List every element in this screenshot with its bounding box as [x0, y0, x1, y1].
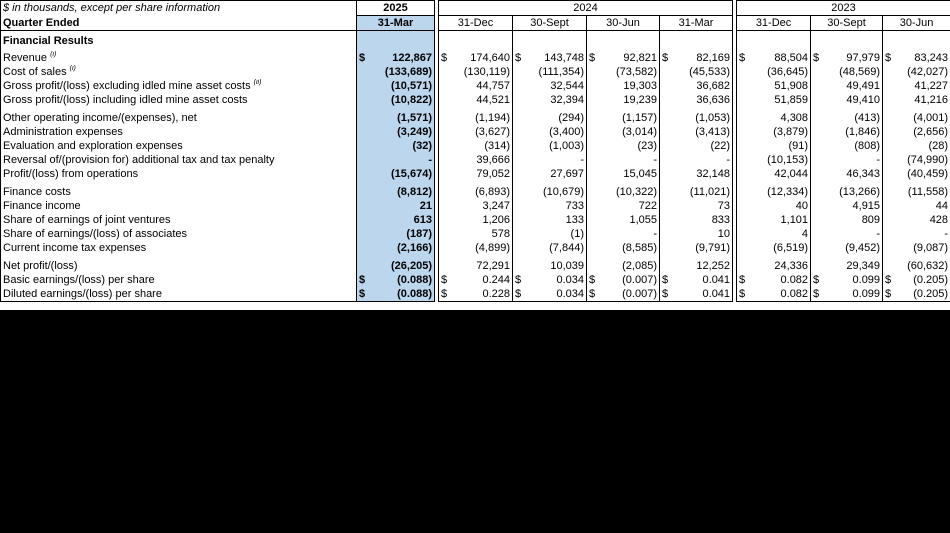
- cell-value: 0.034: [556, 288, 584, 300]
- table-cell: [811, 51, 883, 65]
- table-cell: (1,846): [811, 125, 883, 139]
- table-cell: (26,205): [357, 259, 435, 273]
- table-cell: -: [811, 227, 883, 241]
- table-cell: (3,413): [660, 125, 733, 139]
- table-cell: -: [587, 153, 660, 167]
- table-cell: 44,757: [439, 79, 513, 93]
- row-label: [1, 93, 357, 107]
- table-cell: (133,689): [357, 65, 435, 79]
- table-row: [1, 93, 950, 107]
- row-label-text: Evaluation and exploration expenses: [3, 140, 183, 152]
- table-cell: (1): [513, 227, 587, 241]
- row-label: [1, 273, 357, 287]
- dollar-sign: $: [885, 274, 892, 286]
- cell-value: (0.088): [397, 274, 432, 286]
- table-cell: (23): [587, 139, 660, 153]
- row-label-text: Revenue: [3, 52, 48, 64]
- row-label: [1, 199, 357, 213]
- dollar-sign: $: [515, 274, 522, 286]
- table-row: [1, 241, 950, 255]
- cell-value: 0.041: [702, 274, 731, 286]
- table-cell: (2,085): [587, 259, 660, 273]
- table-cell: 72,291: [439, 259, 513, 273]
- dollar-sign: $: [885, 288, 892, 300]
- table-cell: -: [660, 153, 733, 167]
- table-cell: 51,908: [737, 79, 811, 93]
- dollar-sign: $: [813, 288, 820, 300]
- table-cell: 3,247: [439, 199, 513, 213]
- year-2024: 2024: [439, 1, 733, 16]
- table-cell: 39,666: [439, 153, 513, 167]
- table-cell: 49,410: [811, 93, 883, 107]
- table-cell: (413): [811, 111, 883, 125]
- table-cell: 10: [660, 227, 733, 241]
- table-row: [1, 139, 950, 153]
- cell-value: 92,821: [623, 52, 657, 64]
- row-label: [1, 259, 357, 273]
- table-cell: 12,252: [660, 259, 733, 273]
- table-cell: 29,349: [811, 259, 883, 273]
- row-label: [1, 79, 357, 93]
- table-cell: 1,055: [587, 213, 660, 227]
- row-label-text: Other operating income/(expenses), net: [3, 112, 197, 124]
- date-header: 31-Mar: [660, 16, 733, 31]
- table-cell: (9,791): [660, 241, 733, 255]
- row-label-text: Finance costs: [3, 186, 71, 198]
- table-cell: 36,682: [660, 79, 733, 93]
- table-row: [1, 79, 950, 93]
- table-cell: (91): [737, 139, 811, 153]
- row-label-text: Net profit/(loss): [3, 260, 78, 272]
- date-header: 30-Sept: [513, 16, 587, 31]
- table-cell: [513, 287, 587, 302]
- table-cell: (111,354): [513, 65, 587, 79]
- table-cell: 809: [811, 213, 883, 227]
- row-label: [1, 167, 357, 181]
- dollar-sign: $: [662, 274, 669, 286]
- table-cell: 79,052: [439, 167, 513, 181]
- footnote-marker: (ii): [253, 79, 262, 86]
- table-row: [1, 65, 950, 79]
- table-cell: 32,544: [513, 79, 587, 93]
- row-label-text: Cost of sales: [3, 66, 67, 78]
- table-cell: 46,343: [811, 167, 883, 181]
- table-row: [1, 125, 950, 139]
- table-cell: (60,632): [883, 259, 950, 273]
- table-cell: 41,227: [883, 79, 950, 93]
- row-label: [1, 111, 357, 125]
- cell-value: 83,243: [914, 52, 949, 64]
- table-cell: [737, 51, 811, 65]
- table-cell: (3,400): [513, 125, 587, 139]
- row-label: [1, 125, 357, 139]
- row-label-text: Profit/(loss) from operations: [3, 168, 139, 180]
- table-cell: (2,166): [357, 241, 435, 255]
- table-cell: [357, 51, 435, 65]
- table-cell: 32,394: [513, 93, 587, 107]
- table-cell: 733: [513, 199, 587, 213]
- row-label-text: Reversal of/(provision for) additional tax and tax penalty: [3, 154, 275, 166]
- table-cell: (40,459): [883, 167, 950, 181]
- dollar-sign: $: [739, 288, 746, 300]
- section-title: Financial Results: [1, 31, 357, 52]
- table-cell: (6,519): [737, 241, 811, 255]
- row-label: [1, 153, 357, 167]
- table-cell: -: [811, 153, 883, 167]
- table-cell: (1,157): [587, 111, 660, 125]
- table-cell: (2,656): [883, 125, 950, 139]
- table-cell: (314): [439, 139, 513, 153]
- table-row: [1, 199, 950, 213]
- row-label: [1, 287, 357, 302]
- table-cell: 613: [357, 213, 435, 227]
- row-label-text: Gross profit/(loss) including idled mine asset costs: [3, 94, 248, 106]
- table-row: [1, 273, 950, 287]
- dollar-sign: $: [662, 288, 669, 300]
- table-cell: [587, 287, 660, 302]
- table-cell: (4,001): [883, 111, 950, 125]
- table-cell: (9,087): [883, 241, 950, 255]
- row-label-text: Current income tax expenses: [3, 242, 147, 254]
- row-label-text: Finance income: [3, 200, 81, 212]
- table-cell: 133: [513, 213, 587, 227]
- table-cell: 4,915: [811, 199, 883, 213]
- table-row: [1, 185, 950, 199]
- dollar-sign: $: [589, 274, 596, 286]
- table-cell: [737, 273, 811, 287]
- dollar-sign: $: [359, 288, 366, 300]
- table-cell: (9,452): [811, 241, 883, 255]
- row-label-text: Share of earnings of joint ventures: [3, 214, 171, 226]
- table-cell: -: [513, 153, 587, 167]
- table-cell: (1,194): [439, 111, 513, 125]
- table-cell: [357, 273, 435, 287]
- row-label: [1, 185, 357, 199]
- row-label: [1, 227, 357, 241]
- table-cell: [587, 273, 660, 287]
- table-cell: (7,844): [513, 241, 587, 255]
- table-cell: [357, 287, 435, 302]
- table-cell: (10,571): [357, 79, 435, 93]
- dollar-sign: $: [739, 52, 746, 64]
- date-header: 30-Jun: [883, 16, 950, 31]
- table-cell: (74,990): [883, 153, 950, 167]
- cell-value: 0.082: [780, 288, 809, 300]
- table-cell: [883, 273, 950, 287]
- table-cell: 49,491: [811, 79, 883, 93]
- table-cell: [439, 287, 513, 302]
- dollar-sign: $: [441, 52, 448, 64]
- table-cell: (13,266): [811, 185, 883, 199]
- row-label: [1, 213, 357, 227]
- table-cell: (8,585): [587, 241, 660, 255]
- table-cell: (808): [811, 139, 883, 153]
- dollar-sign: $: [441, 288, 448, 300]
- dollar-sign: $: [515, 52, 522, 64]
- table-cell: [811, 287, 883, 302]
- cell-value: 122,867: [392, 52, 432, 64]
- footnote-marker: (i): [50, 51, 57, 58]
- table-cell: 36,636: [660, 93, 733, 107]
- row-label-text: Share of earnings/(loss) of associates: [3, 228, 188, 240]
- table-cell: 41,216: [883, 93, 950, 107]
- table-cell: 4,308: [737, 111, 811, 125]
- dollar-sign: $: [739, 274, 746, 286]
- table-cell: (11,558): [883, 185, 950, 199]
- table-cell: [883, 287, 950, 302]
- table-cell: 40: [737, 199, 811, 213]
- dollar-sign: $: [662, 52, 669, 64]
- table-cell: 73: [660, 199, 733, 213]
- table-cell: 4: [737, 227, 811, 241]
- table-body: [1, 31, 950, 302]
- table-cell: (3,879): [737, 125, 811, 139]
- table-row: [1, 259, 950, 273]
- table-cell: 578: [439, 227, 513, 241]
- table-cell: (1,053): [660, 111, 733, 125]
- date-header: 31-Mar: [357, 16, 435, 31]
- date-header: 31-Dec: [737, 16, 811, 31]
- year-2025: 2025: [357, 1, 435, 16]
- cell-value: (0.007): [622, 274, 657, 286]
- table-cell: [513, 273, 587, 287]
- table-cell: (3,014): [587, 125, 660, 139]
- table-cell: (32): [357, 139, 435, 153]
- table-cell: (294): [513, 111, 587, 125]
- table-cell: [587, 51, 660, 65]
- table-cell: 19,239: [587, 93, 660, 107]
- table-cell: [439, 273, 513, 287]
- date-header: 31-Dec: [439, 16, 513, 31]
- table-cell: (3,249): [357, 125, 435, 139]
- section-title-row: [1, 31, 950, 52]
- table-cell: [660, 51, 733, 65]
- dollar-sign: $: [441, 274, 448, 286]
- table-cell: 44: [883, 199, 950, 213]
- date-header-row: [1, 16, 950, 31]
- table-cell: (12,334): [737, 185, 811, 199]
- table-cell: (10,822): [357, 93, 435, 107]
- table-cell: -: [357, 153, 435, 167]
- dollar-sign: $: [359, 274, 366, 286]
- cell-value: 0.228: [482, 288, 510, 300]
- year-header-row: [1, 1, 950, 16]
- table-cell: -: [883, 227, 950, 241]
- row-label-text: Diluted earnings/(loss) per share: [3, 288, 162, 300]
- table-row: [1, 153, 950, 167]
- table-cell: 1,206: [439, 213, 513, 227]
- table-cell: (1,003): [513, 139, 587, 153]
- table-row: [1, 213, 950, 227]
- table-cell: 428: [883, 213, 950, 227]
- table-cell: (10,322): [587, 185, 660, 199]
- table-row: [1, 111, 950, 125]
- table-cell: 722: [587, 199, 660, 213]
- table-cell: (4,899): [439, 241, 513, 255]
- table-cell: (15,674): [357, 167, 435, 181]
- table-cell: (3,627): [439, 125, 513, 139]
- cell-value: (0.088): [397, 288, 432, 300]
- row-label: [1, 139, 357, 153]
- table-cell: (42,027): [883, 65, 950, 79]
- table-cell: (11,021): [660, 185, 733, 199]
- table-cell: 32,148: [660, 167, 733, 181]
- table-cell: [660, 273, 733, 287]
- table-cell: (28): [883, 139, 950, 153]
- row-label-text: Administration expenses: [3, 126, 123, 138]
- table-cell: [660, 287, 733, 302]
- date-header: 30-Jun: [587, 16, 660, 31]
- table-row: [1, 51, 950, 65]
- table-cell: 15,045: [587, 167, 660, 181]
- cell-value: 0.099: [852, 274, 881, 286]
- date-header: 30-Sept: [811, 16, 883, 31]
- cell-value: 88,504: [774, 52, 809, 64]
- cell-value: (0.205): [913, 274, 949, 286]
- dollar-sign: $: [813, 52, 820, 64]
- cell-value: 0.034: [556, 274, 584, 286]
- row-label: [1, 241, 357, 255]
- table-cell: (48,569): [811, 65, 883, 79]
- row-label-text: Basic earnings/(loss) per share: [3, 274, 155, 286]
- dollar-sign: $: [589, 288, 596, 300]
- table-cell: -: [587, 227, 660, 241]
- footnote-marker: (i): [69, 65, 76, 72]
- year-2023: 2023: [737, 1, 950, 16]
- dollar-sign: $: [813, 274, 820, 286]
- table-cell: 833: [660, 213, 733, 227]
- dollar-sign: $: [589, 52, 596, 64]
- table-cell: (8,812): [357, 185, 435, 199]
- dollar-sign: $: [359, 52, 366, 64]
- table-cell: 10,039: [513, 259, 587, 273]
- row-label: [1, 51, 357, 65]
- table-row: [1, 167, 950, 181]
- table-cell: 27,697: [513, 167, 587, 181]
- cell-value: 0.041: [702, 288, 731, 300]
- table-cell: 44,521: [439, 93, 513, 107]
- quarter-ended-label: Quarter Ended: [1, 16, 357, 31]
- table-cell: (73,582): [587, 65, 660, 79]
- table-cell: 19,303: [587, 79, 660, 93]
- table-row: [1, 227, 950, 241]
- cell-value: 82,169: [696, 52, 731, 64]
- cell-value: 0.099: [852, 288, 881, 300]
- table-cell: (22): [660, 139, 733, 153]
- cell-value: 174,640: [470, 52, 510, 64]
- table-cell: 24,336: [737, 259, 811, 273]
- table-cell: [737, 287, 811, 302]
- table-cell: (36,645): [737, 65, 811, 79]
- table-cell: 21: [357, 199, 435, 213]
- table-cell: [811, 273, 883, 287]
- table-caption: $ in thousands, except per share information: [1, 1, 357, 16]
- dollar-sign: $: [885, 52, 892, 64]
- cell-value: 0.244: [482, 274, 510, 286]
- dollar-sign: $: [515, 288, 522, 300]
- cell-value: 0.082: [780, 274, 809, 286]
- table-cell: 51,859: [737, 93, 811, 107]
- cell-value: 143,748: [544, 52, 584, 64]
- cell-value: 97,979: [846, 52, 881, 64]
- table-cell: (10,153): [737, 153, 811, 167]
- table-cell: [883, 51, 950, 65]
- table-cell: 42,044: [737, 167, 811, 181]
- row-label-text: Gross profit/(loss) excluding idled mine asset costs: [3, 80, 251, 92]
- table-cell: (6,893): [439, 185, 513, 199]
- table-cell: (1,571): [357, 111, 435, 125]
- table-cell: (45,533): [660, 65, 733, 79]
- table-cell: 1,101: [737, 213, 811, 227]
- cell-value: (0.205): [913, 288, 949, 300]
- table-cell: (130,119): [439, 65, 513, 79]
- table-cell: (187): [357, 227, 435, 241]
- table-cell: (10,679): [513, 185, 587, 199]
- row-label: [1, 65, 357, 79]
- table-row: [1, 287, 950, 302]
- table-cell: [513, 51, 587, 65]
- table-cell: [439, 51, 513, 65]
- cell-value: (0.007): [622, 288, 657, 300]
